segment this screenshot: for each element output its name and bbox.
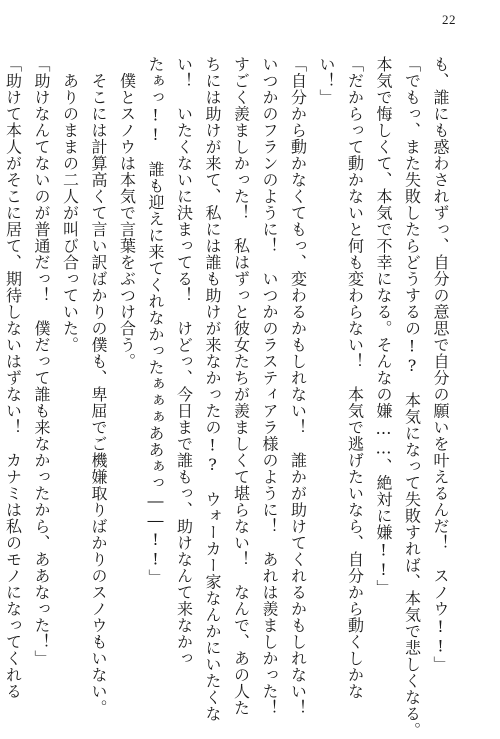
- text-line: 僕とスノウは本気で言葉をぶつけ合う。: [117, 56, 137, 370]
- text-line: そこには計算高くて言い訳ばかりの僕も、卑屈でご機嫌取りばかりのスノウもいない。: [89, 56, 108, 716]
- text-line: い！」: [317, 56, 336, 106]
- text-line: いつかのフランのように！ いつかのラスティアラ様のように！ あれは羨ましかった！: [260, 56, 279, 716]
- text-line: 本気で悔しくて、本気で不幸になる。そんなの嫌……、絶対に嫌!!」: [374, 56, 393, 596]
- text-line: すごく羨ましかった！ 私はずっと彼女たちが羨ましくて堪らない！ なんで、あの人た: [231, 56, 251, 716]
- text-line: い！ いたくないに決まってる！ けどっ、今日まで誰もっ、助けなんて来なかっ: [174, 56, 194, 667]
- text-line: 「助けて本人がそこに居て、期待しないはずない！ カナミは私のモノになってくれる: [3, 56, 23, 700]
- text-line: ありのままの二人が叫び合っていた。: [60, 56, 80, 353]
- text-line: 「自分から動かなくてもっ、変わるかもしれない！ 誰かが助けてくれるかもしれない！: [288, 56, 308, 716]
- text-line: 「助けなんてないのが普通だっ！ 僕だって誰も来なかったから、ああなった！」: [32, 56, 51, 667]
- text-line: たぁっ!! 誰も迎えに来てくれなかったぁぁぁああぁっ――!!」: [146, 56, 165, 586]
- page-number: 22: [442, 12, 456, 27]
- text-line: 「でもっ、また失敗したらどうするの!? 本気になって失敗すれば、本気で悲しくなる。: [402, 56, 422, 739]
- text-line: ちには助けが来て、私には誰も助けが来なかったの!? ウォーカー家なんかにいたくな: [203, 56, 222, 722]
- text-line: 「だからって動かないと何も変わらない！ 本気で逃げたいなら、自分から動くしかな: [345, 56, 365, 700]
- text-line: も、誰にも惑わされずっ、自分の意思で自分の願いを叶えるんだ！ スノウ!!」: [431, 56, 450, 673]
- vertical-text-body: [3, 56, 454, 739]
